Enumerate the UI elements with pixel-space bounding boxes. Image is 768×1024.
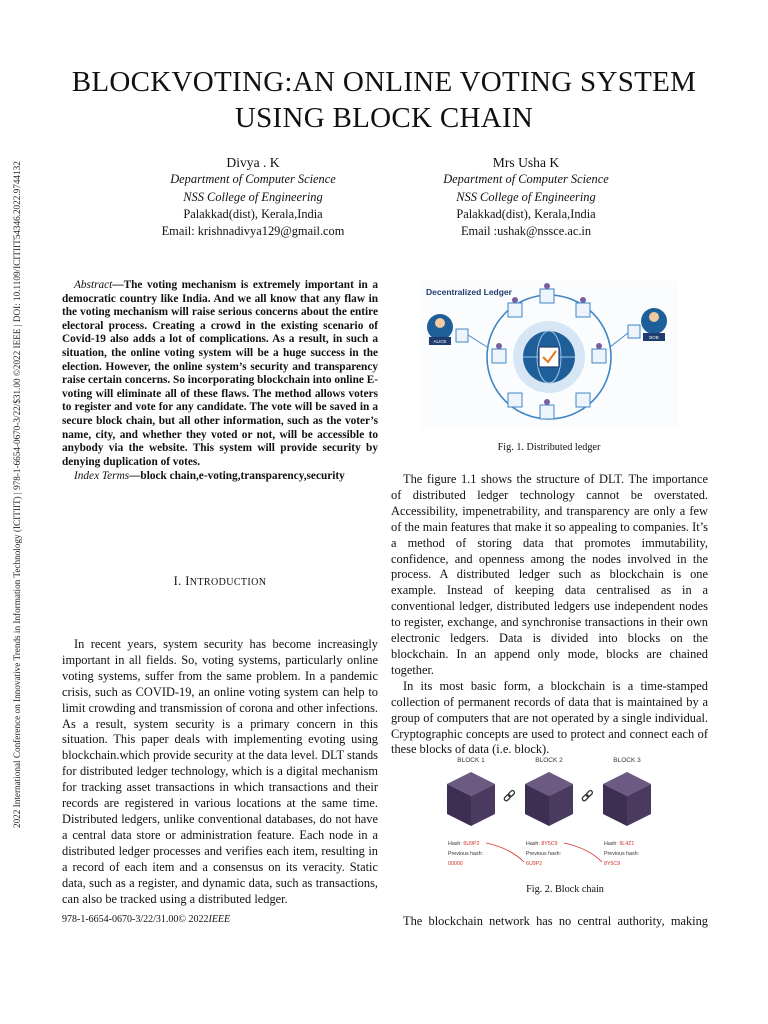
hash-label: Hash:	[604, 841, 618, 847]
author-place: Palakkad(dist), Kerala,India	[456, 206, 596, 221]
ledger-node-icon	[508, 303, 522, 317]
fig1-heading: Decentralized Ledger	[426, 287, 512, 297]
hash-value: 9L4Z1	[619, 841, 635, 847]
ledger-node-icon	[492, 349, 506, 363]
bob-label: BOB	[649, 335, 659, 340]
hash-value: 6U9P2	[463, 841, 480, 847]
user-icon	[580, 297, 586, 303]
ledger-node-icon	[592, 349, 606, 363]
hash-value: 8Y5C9	[541, 841, 558, 847]
svg-text:Hash: 8Y5C9	[526, 841, 558, 847]
alice-face	[435, 318, 445, 328]
block-3-cube-icon	[603, 772, 651, 826]
user-icon	[544, 399, 550, 405]
author-email: Email: krishnadivya129@gmail.com	[161, 224, 345, 239]
author-name: Mrs Usha K	[492, 155, 560, 170]
bob-ledger-icon	[628, 325, 640, 338]
block-3-label: BLOCK 3	[613, 757, 641, 764]
author-college: NSS College of Engineering	[456, 189, 596, 204]
ledger-node-icon	[576, 393, 590, 407]
index-terms-label: Index Terms	[74, 470, 130, 482]
block-2-label: BLOCK 2	[535, 757, 563, 764]
block-1-hashes	[448, 841, 483, 867]
section-heading-introduction	[62, 574, 378, 589]
ledger-node-icon	[576, 303, 590, 317]
prev-hash-label: Previous hash:	[448, 851, 484, 857]
author-place: Palakkad(dist), Kerala,India	[183, 206, 323, 221]
hash-link-arrow	[486, 843, 524, 862]
section-rest: NTRODUCTION	[189, 577, 267, 588]
prev-hash-label: Previous hash:	[526, 851, 562, 857]
title-line-2: USING BLOCK CHAIN	[234, 102, 534, 134]
block-2-hashes	[526, 841, 561, 867]
abstract-label: Abstract	[74, 279, 113, 291]
prev-hash-label: Previous hash:	[604, 851, 640, 857]
author-block-1	[103, 154, 403, 240]
ballot-check-icon	[539, 347, 559, 367]
chain-link-icon	[503, 790, 515, 802]
author-dept: Department of Computer Science	[170, 172, 336, 187]
hash-label: Hash:	[526, 841, 540, 847]
alice-connector	[468, 335, 487, 347]
bob-face	[649, 312, 659, 322]
paper-title	[0, 64, 768, 136]
block-3-hashes	[604, 841, 639, 867]
author-name: Divya . K	[226, 155, 280, 170]
fig2-caption: Fig. 2. Block chain	[526, 884, 604, 895]
copyright-ieee: IEEE	[208, 914, 231, 925]
user-icon	[544, 283, 550, 289]
alice-label: ALICE	[433, 339, 447, 344]
svg-text:Hash: 9L4Z1	[604, 841, 634, 847]
distributed-ledger-diagram	[420, 281, 678, 429]
copyright-prefix: 978-1-6654-0670-3/22/31.00© 2022	[62, 914, 209, 925]
svg-text:Hash: 6U9P2	[448, 841, 480, 847]
continued-text-line: The blockchain network has no central authority, making	[403, 914, 708, 928]
fig1-caption: Fig. 1. Distributed ledger	[497, 442, 601, 453]
hash-label: Hash:	[448, 841, 462, 847]
ledger-node-icon	[540, 289, 554, 303]
introduction-text	[62, 637, 378, 907]
abstract-text: —The voting mechanism is extremely important in a democratic country like India. And we all know that any flaw in the voting mechanism will raise serious concerns about the entire electoral process. Creating a crowd in the existing scenario of Covid-19 also adds a lot of complications. As a result, in such a situation, the online voting system will be a huge success in the election. However, the online system’s security and transparency raise certain concerns. So incorporating blockchain into online E-voting will eliminate all of these flaws. The method allows voters to register and vote for any candidate. The vote will be saved in a secure block chain, but all other information, such as the voter’s name, city, and whether they voted or not, will be accessible to anybody via the website. This system will provide security by denying duplication of votes.	[62, 279, 378, 468]
intro-paragraph: In recent years, system security has become increasingly important in all fields. So, voting systems, particularly online voting systems, suffer from the same problem. In a pandemic crisis, such as COVID-19, an online voting system can help to limit crowding and transmission of corona and other infections. As a result, system security is a primary concern in this situation. This paper deals with implementing evoting using blockchain.which provide security at the data level. DLT stands for distributed ledger technology, which is a digital mechanism for tracking asset transactions in which transactions and their records are registered in various locations at the same time. Distributed ledgers, unlike conventional databases, do not have a central data store or administration feature. Each node in a distributed ledger processes and verifies each item, resulting in a record of each item and a consensus on its veracity. Static data, such as a register, and dynamic data, such as transactions, can also be tracked using a distributed ledger.	[62, 637, 378, 906]
alice-ledger-icon	[456, 329, 468, 342]
section-first-letter: I	[185, 574, 190, 588]
abstract	[62, 279, 378, 469]
user-icon	[596, 343, 602, 349]
user-icon	[496, 343, 502, 349]
doi-sidebar: 2022 International Conference on Innovative Trends in Information Technology (ICITIIT) | 978-1-6654-0670-3/22/$31.00 ©2022 IEEE | DOI: 10.1109/ICITIIT54346.2022.9744132	[12, 161, 22, 828]
user-icon	[512, 297, 518, 303]
author-college: NSS College of Engineering	[183, 189, 323, 204]
figure-block-chain	[440, 752, 690, 874]
author-block-2	[376, 154, 676, 240]
block-2-cube-icon	[525, 772, 573, 826]
chain-link-icon	[581, 790, 593, 802]
ledger-node-icon	[540, 405, 554, 419]
figure-distributed-ledger	[420, 281, 678, 429]
right-paragraph-1: The figure 1.1 shows the structure of DLT. The importance of distributed ledger technology cannot be overstated. Accessibility, impenetrability, and transparency are only a few of the main features that make it so appealing to companies. It’s a method of storing data that promotes immutability, confidence, and openness among the nodes involved in the process. A distributed ledger such as blockchain is one example. Instead of keeping data centralised as in a conventional ledger, distributed ledgers use independent nodes to register, exchange, and synchronise transactions in their own electronic ledgers. Data is divided into blocks on the blockchain. In an append only mode, blocks are chained together.	[391, 472, 708, 677]
bob-connector	[610, 333, 628, 347]
block-chain-diagram	[440, 752, 690, 874]
prev-hash-value: 00000	[448, 861, 463, 867]
author-email: Email :ushak@nssce.ac.in	[460, 224, 592, 239]
right-paragraph-2: In its most basic form, a blockchain is a time-stamped collection of permanent records of data that is maintained by a group of computers that are not operated by a single individual. Cryptographic concepts are used to protect and connect each of these blocks of data (i.e. block).	[391, 678, 708, 757]
index-terms	[62, 470, 378, 482]
hash-link-arrow	[564, 843, 602, 862]
index-terms-text: —block chain,e-voting,transparency,security	[129, 470, 345, 482]
author-dept: Department of Computer Science	[443, 172, 609, 187]
block-1-label: BLOCK 1	[457, 757, 485, 764]
section-numeral: I.	[173, 574, 186, 588]
copyright-line	[62, 914, 230, 925]
block-1-cube-icon	[447, 772, 495, 826]
ledger-node-icon	[508, 393, 522, 407]
prev-hash-value: 6U9P2	[526, 861, 543, 867]
title-line-1: BLOCKVOTING:AN ONLINE VOTING SYSTEM	[71, 66, 697, 98]
right-column-text	[391, 472, 708, 758]
prev-hash-value: 8Y5C9	[604, 861, 621, 867]
